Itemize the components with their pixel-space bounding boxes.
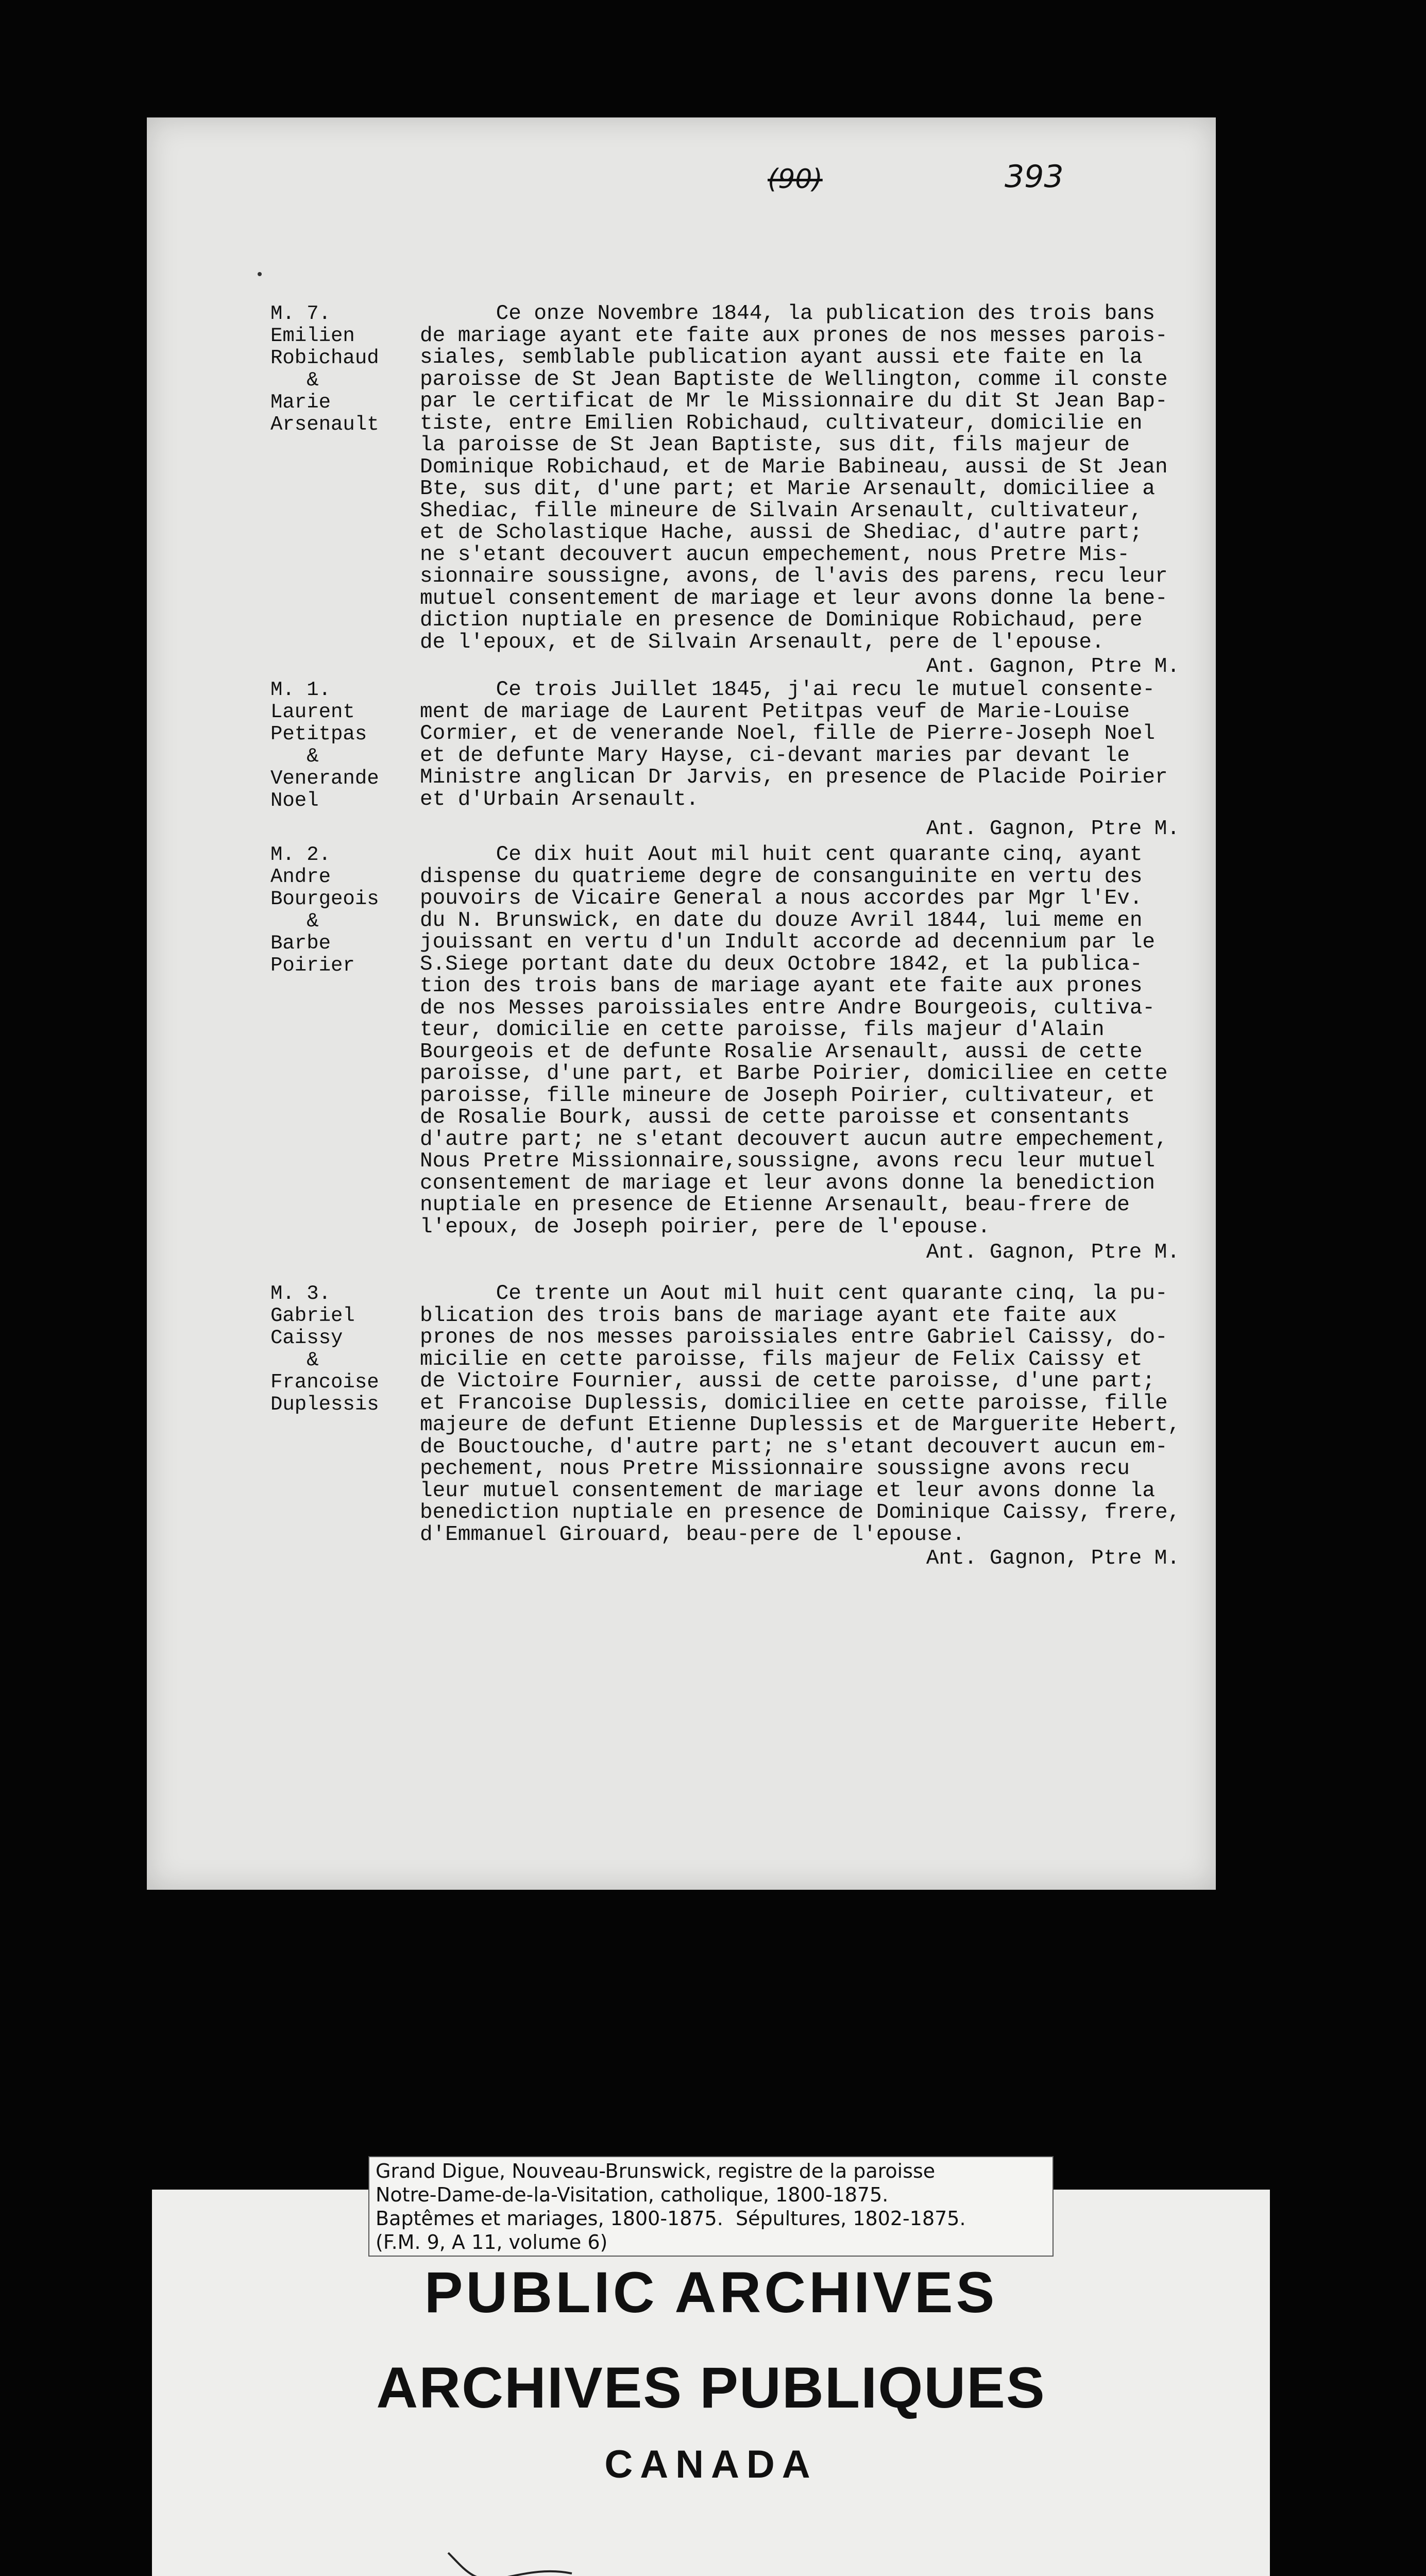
archives-country: CANADA: [604, 2443, 818, 2486]
pen-mark: [443, 2548, 577, 2576]
entry-text: Ce onze Novembre 1844, la publication des trois bans de mariage ayant ete faite aux prones de nos messes parois- siales, semblable publication ayant aussi ete faite en la paroisse de St Jean Baptiste de Wellington, comme il conste par le certificat de Mr le Missionnaire du dit St Jean Bap- tiste, entre Emilien Robichaud, cultivateur, domicilie en la paroisse de St Jean Baptiste, sus dit, fils majeur de Dominique Robichaud, et de Marie Babineau, aussi de St Jean Bte, sus dit, d'une part; et Marie Arsenault, domiciliee a Shediac, fille mineure de Silvain Arsenault, cultivateur, et de Scholastique Hache, aussi de Shediac, d'autre part; ne s'etant decouvert aucun empechement, nous Pretre Mis- sionnaire soussigne, avons, de l'avis des parens, recu leur mutuel consentement de mariage et leur avons donne la bene- diction nuptiale en presence de Dominique Robichaud, pere de l'epoux, et de Silvain Arsenault, pere de l'epouse.: [420, 302, 1168, 654]
folio-number: 393: [1005, 159, 1064, 195]
entry-text: Ce dix huit Aout mil huit cent quarante cinq, ayant dispense du quatrieme degre de consanguinite en vertu des pouvoirs de Vicaire General a nous accordes par Mgr l'Ev. du N. Brunswick, en date du douze Avril 1844, lui meme en jouissant en vertu d'un Indult accorde ad decennium par le S.Siege portant date du deux Octobre 1842, et la publica- tion des trois bans de mariage ayant ete faite aux prones de nos Messes paroissiales entre Andre Bourgeois, cultiva- teur, domicilie en cette paroisse, fils majeur d'Alain Bourgeois et de defunte Rosalie Arsenault, aussi de cette paroisse, d'une part, et Barbe Poirier, domiciliee en cette paroisse, fille mineure de Joseph Poirier, cultivateur, et de Rosalie Bourk, aussi de cette paroisse et consentants d'autre part; ne s'etant decouvert aucun autre empechement, Nous Pretre Missionnaire,soussigne, avons recu leur mutuel consentement de mariage et leur avons donne la benediction nuptiale en presence de Etienne Arsenault, beau-frere de l'epoux, de Joseph poirier, pere de l'epouse.: [420, 843, 1168, 1239]
old-folio-number: (90): [768, 164, 823, 195]
register-page: [147, 117, 1216, 1890]
entry-text: Ce trente un Aout mil huit cent quarante cinq, la pu- blication des trois bans de mariage ayant ete faite aux prones de nos messes paroissiales entre Gabriel Caissy, do- micilie en cette paroisse, fils majeur de Felix Caissy et de Victoire Fournier, aussi de cette paroisse, d'une part; et Francoise Duplessis, domiciliee en cette paroisse, fille majeure de defunt Etienne Duplessis et de Marguerite Hebert, de Bouctouche, d'autre part; ne s'etant decouvert aucun em- pechement, nous Pretre Missionnaire soussigne avons recu leur mutuel consentement de mariage et leur avons donne la benediction nuptiale en presence de Dominique Caissy, frere, d'Emmanuel Girouard, beau-pere de l'epouse.: [420, 1282, 1181, 1547]
priest-signature: Ant. Gagnon, Ptre M.: [926, 655, 1180, 679]
priest-signature: Ant. Gagnon, Ptre M.: [926, 1547, 1180, 1570]
margin-note: M. 3. Gabriel Caissy & Francoise Duplessis: [270, 1282, 379, 1416]
archives-title-french: ARCHIVES PUBLIQUES: [376, 2355, 1046, 2420]
priest-signature: Ant. Gagnon, Ptre M.: [926, 1241, 1180, 1264]
ink-dot: [258, 272, 262, 276]
margin-note: M. 7. Emilien Robichaud & Marie Arsenault: [270, 302, 379, 436]
margin-note: M. 2. Andre Bourgeois & Barbe Poirier: [270, 843, 379, 977]
entry-text: Ce trois Juillet 1845, j'ai recu le mutuel consente- ment de mariage de Laurent Petitpas veuf de Marie-Louise Cormier, et de venerande Noel, fille de Pierre-Joseph Noel et de defunte Mary Hayse, ci-devant maries par devant le Ministre anglican Dr Jarvis, en presence de Placide Poirier et d'Urbain Arsenault.: [420, 678, 1168, 811]
archives-title-english: PUBLIC ARCHIVES: [424, 2260, 998, 2325]
margin-note: M. 1. Laurent Petitpas & Venerande Noel: [270, 679, 379, 812]
catalog-label: Grand Digue, Nouveau-Brunswick, registre de la paroisse Notre-Dame-de-la-Visitation, catholique, 1800-1875. Baptêmes et mariages, 1800-1875. Sépultures, 1802-1875. (F.M. 9, A 11, volume 6): [368, 2156, 1054, 2257]
priest-signature: Ant. Gagnon, Ptre M.: [926, 817, 1180, 841]
